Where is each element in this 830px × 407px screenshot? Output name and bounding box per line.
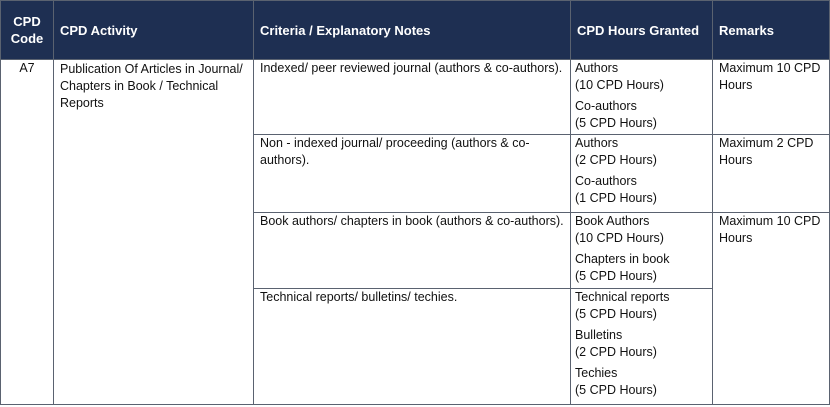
hours-label: Authors	[575, 61, 619, 75]
hours-cell	[571, 60, 713, 135]
hours-label: Technical reports	[575, 290, 670, 304]
header-cpd-hours: CPD Hours Granted	[571, 1, 713, 60]
hours-group	[575, 365, 708, 399]
hours-cell	[571, 213, 713, 289]
hours-cell	[571, 289, 713, 405]
hours-value: (10 CPD Hours)	[575, 231, 664, 245]
hours-label: Techies	[575, 366, 618, 380]
hours-label: Co-authors	[575, 174, 637, 188]
header-cpd-code	[1, 1, 54, 60]
hours-group	[575, 60, 708, 94]
header-cpd-code-line2: Code	[10, 31, 44, 46]
hours-value: (5 CPD Hours)	[575, 307, 657, 321]
hours-group	[575, 135, 708, 169]
header-remarks: Remarks	[713, 1, 830, 60]
header-row	[1, 1, 830, 60]
hours-value: (2 CPD Hours)	[575, 345, 657, 359]
hours-group	[575, 251, 708, 285]
hours-label: Co-authors	[575, 99, 637, 113]
hours-value: (5 CPD Hours)	[575, 383, 657, 397]
remarks-cell: Maximum 10 CPD Hours	[713, 60, 830, 135]
criteria-cell: Book authors/ chapters in book (authors & co-authors).	[254, 213, 571, 289]
hours-cell	[571, 135, 713, 213]
header-cpd-code-line1: CPD	[13, 14, 41, 29]
hours-value: (1 CPD Hours)	[575, 191, 657, 205]
table-row	[1, 60, 830, 135]
hours-group	[575, 98, 708, 132]
remarks-cell: Maximum 2 CPD Hours	[713, 135, 830, 213]
criteria-cell: Indexed/ peer reviewed journal (authors & co-authors).	[254, 60, 571, 135]
hours-group	[575, 289, 708, 323]
hours-value: (10 CPD Hours)	[575, 78, 664, 92]
hours-value: (5 CPD Hours)	[575, 269, 657, 283]
hours-label: Book Authors	[575, 214, 650, 228]
hours-group	[575, 173, 708, 207]
hours-group	[575, 213, 708, 247]
hours-label: Authors	[575, 136, 619, 150]
hours-label: Bulletins	[575, 328, 623, 342]
hours-value: (5 CPD Hours)	[575, 116, 657, 130]
hours-group	[575, 327, 708, 361]
header-criteria: Criteria / Explanatory Notes	[254, 1, 571, 60]
remarks-cell: Maximum 10 CPD Hours	[713, 213, 830, 405]
criteria-cell: Non - indexed journal/ proceeding (authors & co-authors).	[254, 135, 571, 213]
criteria-cell: Technical reports/ bulletins/ techies.	[254, 289, 571, 405]
header-cpd-activity: CPD Activity	[54, 1, 254, 60]
cpd-code-cell: A7	[1, 60, 54, 405]
hours-label: Chapters in book	[575, 252, 670, 266]
cpd-activity-cell: Publication Of Articles in Journal/ Chapters in Book / Technical Reports	[54, 60, 254, 405]
hours-value: (2 CPD Hours)	[575, 153, 657, 167]
